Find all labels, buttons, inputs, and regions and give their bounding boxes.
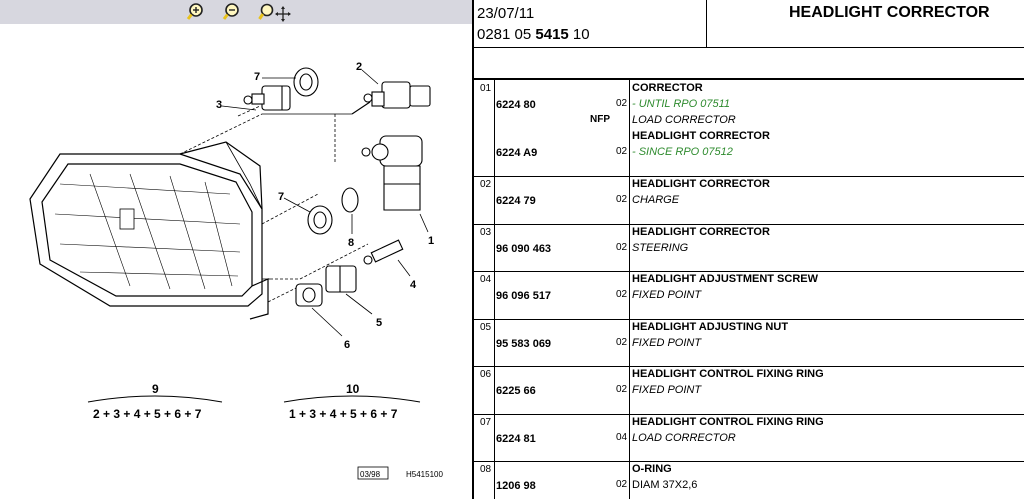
group-10	[284, 382, 420, 421]
callout-7-top: 7	[254, 71, 261, 83]
part-quantity: 02	[616, 384, 628, 395]
row-number: 05	[480, 322, 492, 333]
part-description: LOAD CORRECTOR	[632, 432, 736, 444]
part-quantity: 02	[616, 479, 628, 490]
catalog-reference	[477, 26, 590, 43]
callout-8: 8	[348, 237, 355, 249]
row-number: 06	[480, 369, 492, 380]
callout-5: 5	[376, 317, 383, 329]
part-description: FIXED POINT	[632, 337, 702, 349]
group-10-formula: 1 + 3 + 4 + 5 + 6 + 7	[289, 407, 398, 421]
part-description: STEERING	[632, 242, 689, 254]
part-reference[interactable]: 6224 81	[496, 433, 536, 445]
part-2-corrector	[352, 82, 430, 114]
callout-7-mid: 7	[278, 191, 285, 203]
callout-6: 6	[344, 339, 351, 351]
date-code: 03/98	[360, 470, 381, 479]
table-row[interactable]	[474, 224, 1024, 271]
part-quantity: 02	[616, 98, 628, 109]
part-1-motor	[362, 136, 422, 210]
part-description: FIXED POINT	[632, 384, 702, 396]
zoom-out-button[interactable]	[222, 2, 246, 22]
ref-bold: 5415	[535, 26, 569, 43]
exploded-diagram	[0, 24, 472, 499]
group-9-label: 9	[152, 382, 159, 396]
part-quantity: 02	[616, 242, 628, 253]
catalog-date: 23/07/11	[477, 5, 535, 22]
part-3-corrector	[244, 86, 290, 110]
part-description: CORRECTOR	[632, 82, 703, 94]
part-reference[interactable]: 1206 98	[496, 480, 536, 492]
headlight-unit	[30, 142, 268, 319]
callout-3: 3	[216, 99, 223, 111]
row-number: 07	[480, 417, 492, 428]
row-number: 04	[480, 274, 492, 285]
part-description: HEADLIGHT CORRECTOR	[632, 226, 770, 238]
drawing-codes	[358, 467, 443, 479]
callout-1: 1	[428, 235, 435, 247]
parts-panel	[472, 0, 1024, 499]
nfp-flag: NFP	[590, 114, 610, 125]
part-7-ring-mid	[308, 206, 332, 234]
table-row[interactable]	[474, 461, 1024, 500]
diagram-panel	[0, 0, 472, 499]
part-reference[interactable]: 96 090 463	[496, 243, 552, 255]
group-9	[88, 382, 222, 421]
part-reference[interactable]: 6224 79	[496, 195, 536, 207]
part-4-screw	[364, 240, 403, 264]
part-description: HEADLIGHT CONTROL FIXING RING	[632, 416, 824, 428]
group-10-label: 10	[346, 382, 360, 396]
row-number: 01	[480, 83, 492, 94]
part-quantity: 02	[616, 146, 628, 157]
headlight-assembly-drawing	[0, 24, 472, 499]
group-9-formula: 2 + 3 + 4 + 5 + 6 + 7	[93, 407, 202, 421]
ref-suffix: 10	[568, 26, 590, 43]
table-row[interactable]	[474, 80, 1024, 176]
part-description: LOAD CORRECTOR	[632, 114, 736, 126]
part-quantity: 02	[616, 337, 628, 348]
part-description: FIXED POINT	[632, 289, 702, 301]
part-reference[interactable]: 6224 A9	[496, 147, 538, 159]
pan-zoom-button[interactable]	[258, 2, 292, 22]
zoom-in-icon	[186, 2, 210, 22]
table-row[interactable]	[474, 366, 1024, 414]
part-description: HEADLIGHT CORRECTOR	[632, 130, 770, 142]
table-row[interactable]	[474, 271, 1024, 319]
table-row[interactable]	[474, 319, 1024, 366]
part-5-nut	[326, 266, 356, 292]
zoom-out-icon	[222, 2, 246, 22]
part-7-ring-top	[294, 68, 318, 96]
page-title-cell	[706, 0, 1024, 47]
part-reference[interactable]: 96 096 517	[496, 290, 552, 302]
part-quantity: 02	[616, 289, 628, 300]
header-divider	[474, 47, 1024, 48]
page-title: HEADLIGHT CORRECTOR	[789, 4, 990, 21]
row-number: 08	[480, 464, 492, 475]
part-description: HEADLIGHT ADJUSTING NUT	[632, 321, 789, 333]
zoom-in-button[interactable]	[186, 2, 210, 22]
part-6-ring	[296, 284, 322, 306]
part-reference[interactable]: 95 583 069	[496, 338, 552, 350]
part-description: O-RING	[632, 463, 672, 475]
part-description: HEADLIGHT ADJUSTMENT SCREW	[632, 273, 818, 285]
part-reference[interactable]: 6224 80	[496, 99, 536, 111]
callout-2: 2	[356, 61, 363, 73]
row-number: 03	[480, 227, 492, 238]
part-description: - SINCE RPO 07512	[632, 146, 733, 158]
part-8-o-ring	[342, 188, 358, 212]
table-row[interactable]	[474, 414, 1024, 461]
part-quantity: 04	[616, 432, 628, 443]
part-description: DIAM 37X2,6	[632, 479, 698, 491]
pan-zoom-icon	[258, 2, 292, 22]
part-description: HEADLIGHT CORRECTOR	[632, 178, 770, 190]
part-description: HEADLIGHT CONTROL FIXING RING	[632, 368, 824, 380]
part-description: - UNTIL RPO 07511	[632, 98, 731, 110]
image-code: H5415100	[406, 470, 443, 479]
row-number: 02	[480, 179, 492, 190]
part-description: CHARGE	[632, 194, 680, 206]
part-reference[interactable]: 6225 66	[496, 385, 536, 397]
viewer-toolbar	[0, 0, 472, 24]
part-quantity: 02	[616, 194, 628, 205]
ref-prefix: 0281 05	[477, 26, 536, 43]
table-row[interactable]	[474, 176, 1024, 224]
callout-4: 4	[410, 279, 417, 291]
